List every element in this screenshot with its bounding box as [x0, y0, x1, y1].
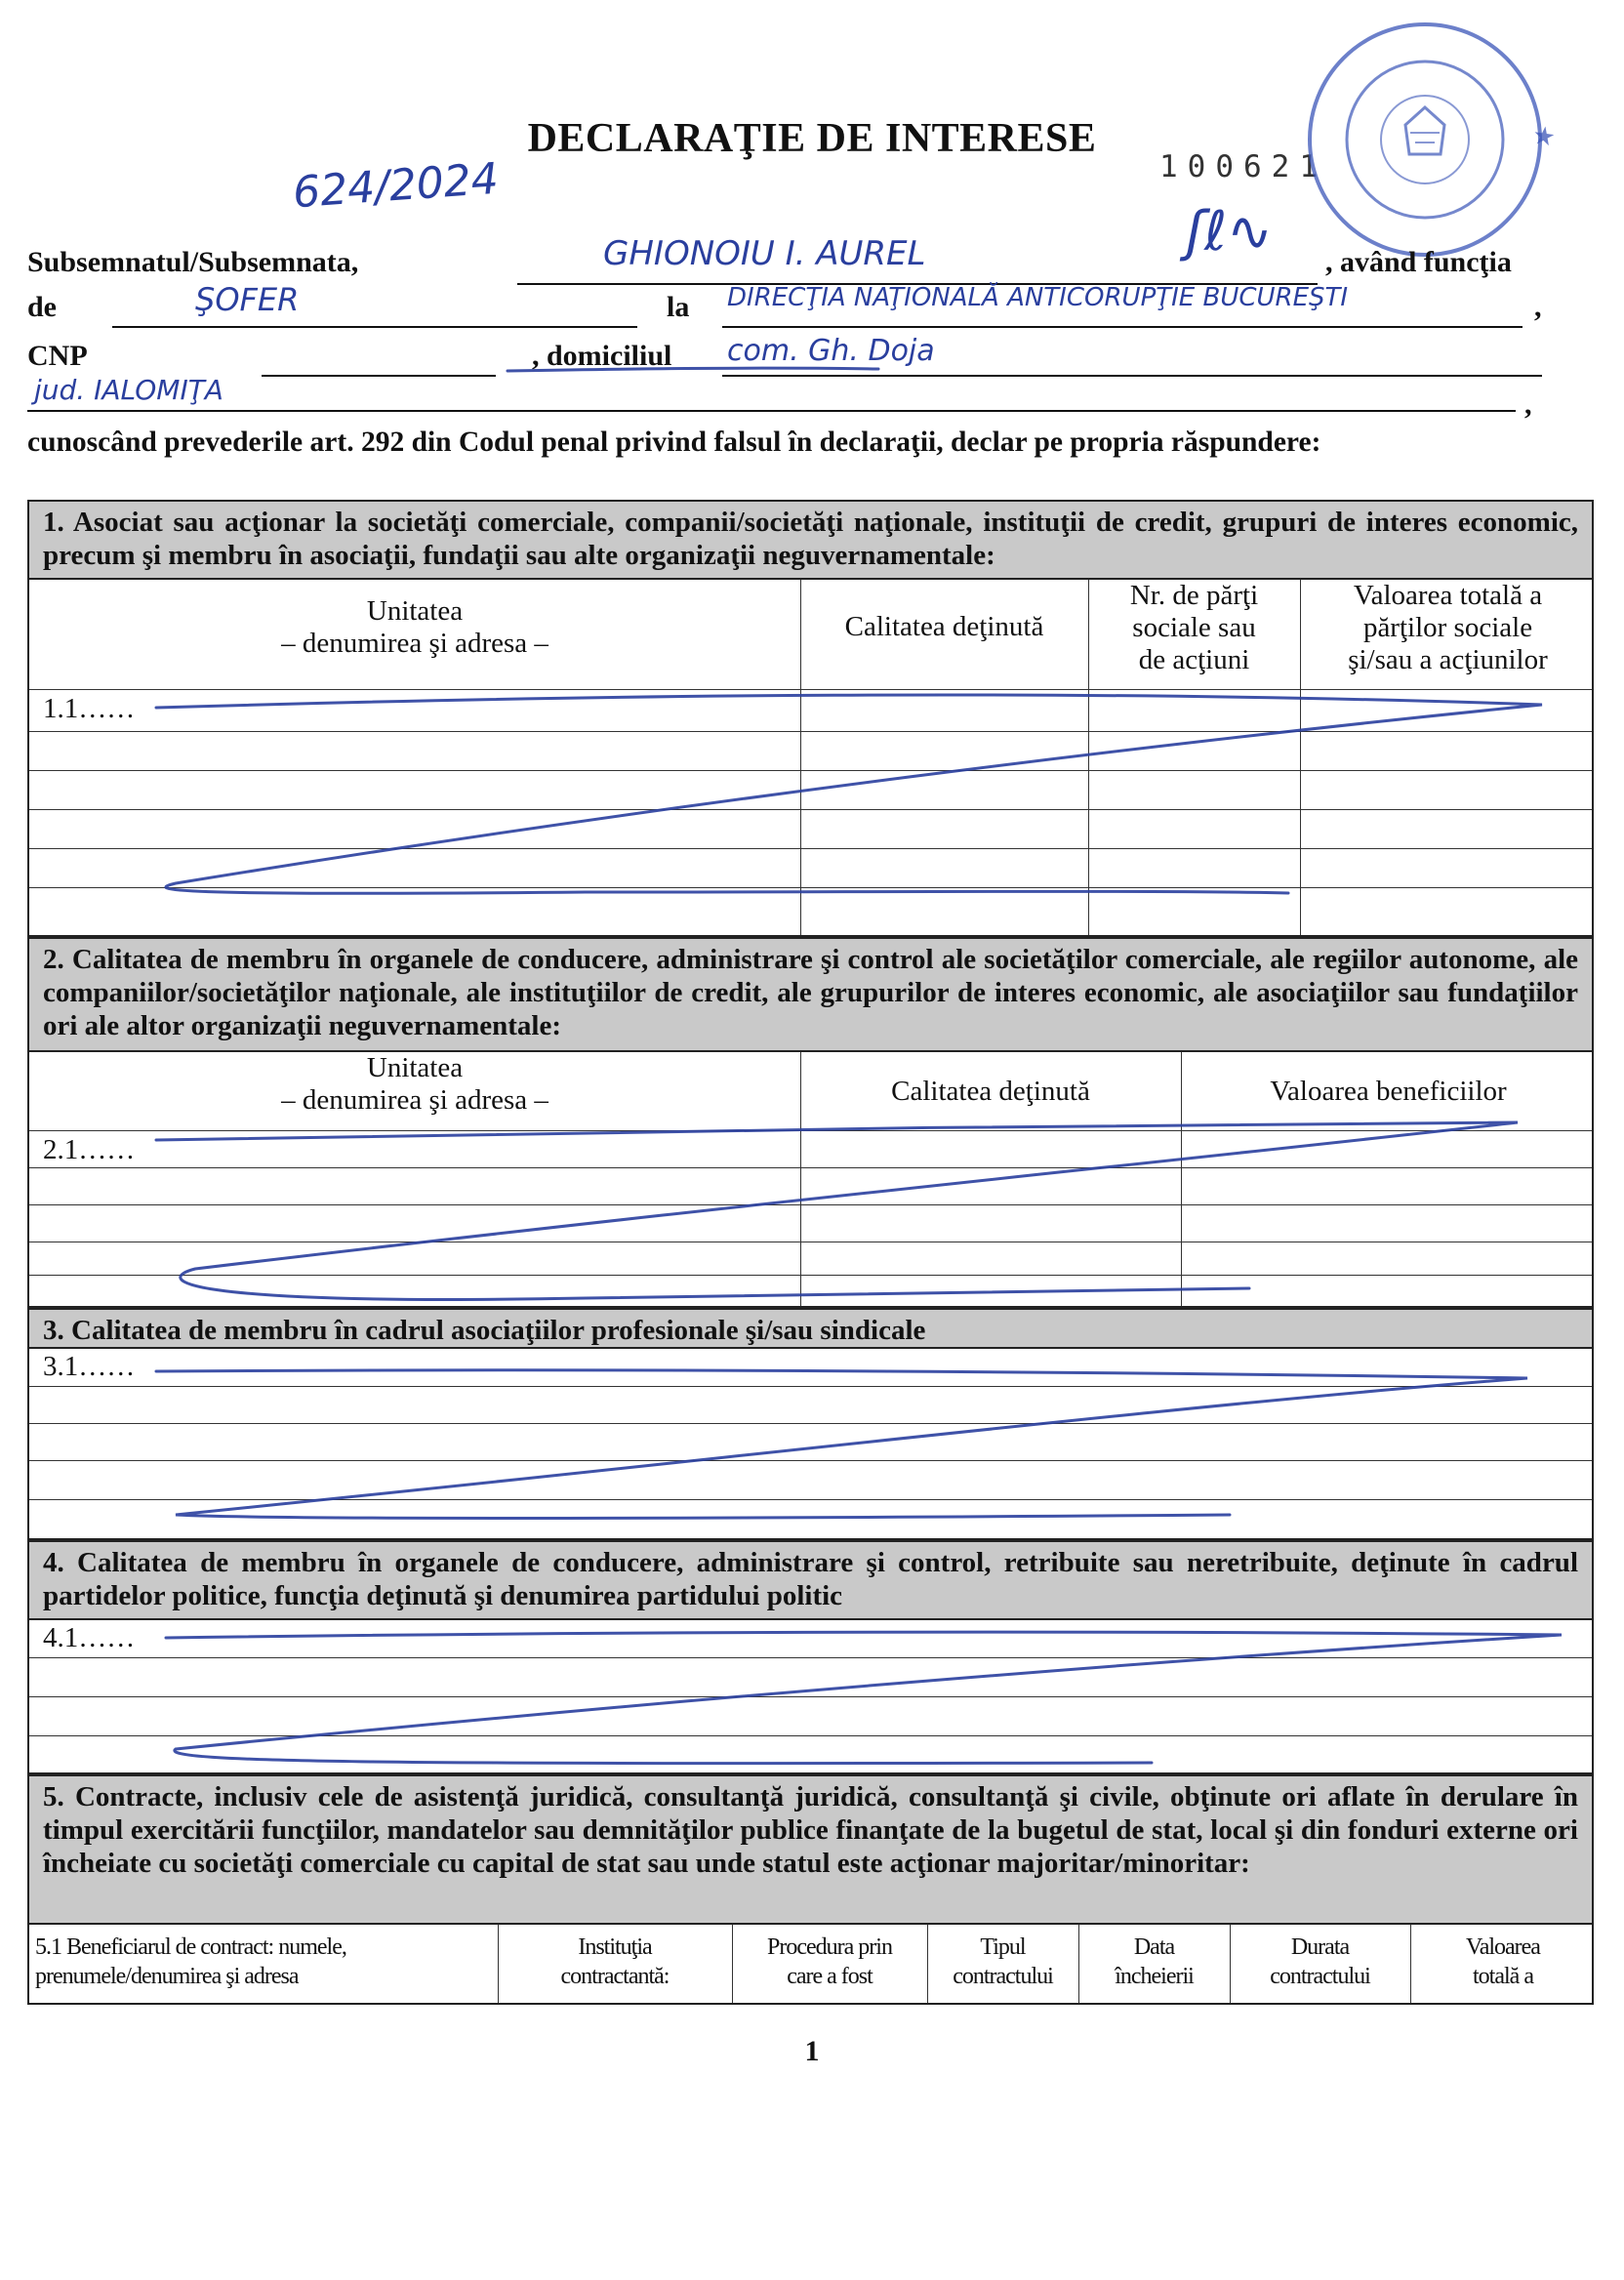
s1-col-unitatea: Unitatea – denumirea şi adresa – [281, 595, 548, 659]
section-5-heading: 5. Contracte, inclusiv cele de asistenţă juridică, consultanţă juridică, consultanţă şi civile, obţinute ori aflate în derulare în timpul exercitării funcţiilor, mandatelor sau demnităţilor publice finanţate de la bugetul de stat, local şi din fonduri externe ori încheiate cu societăţi comerciale cu capital de stat sau unde statul este acţionar majoritar/minoritar: [29, 1776, 1592, 1925]
county-value: jud. IALOMIŢA [34, 374, 223, 406]
s2-row-1-label: 2.1…… [43, 1134, 136, 1165]
section-2-grid [29, 1052, 1592, 1306]
section-1-table [27, 500, 1594, 937]
address-underline [27, 410, 1516, 412]
function-value: ŞOFER [195, 281, 300, 318]
de-underline [112, 326, 637, 328]
s2-col-unitatea: Unitatea – denumirea şi adresa – [281, 1052, 548, 1116]
s2-col-calitatea: Calitatea deţinută [891, 1076, 1090, 1107]
s4-row-1-label: 4.1…… [43, 1622, 136, 1653]
legal-statement: cunoscând prevederile art. 292 din Codul penal privind falsul în declaraţii, declar pe propria răspundere: [27, 427, 1321, 458]
document-title: DECLARAŢIE DE INTERESE [527, 116, 1097, 161]
la-label: la [667, 291, 690, 323]
s5-col-procedura: Procedura prin care a fost [767, 1934, 892, 1989]
subsemnatul-label: Subsemnatul/Subsemnata, [27, 246, 359, 278]
name-value: GHIONOIU I. AUREL [603, 234, 926, 273]
s1-col-nr-parti: Nr. de părţi sociale sau de acţiuni [1129, 580, 1259, 675]
cnp-underline [262, 375, 496, 377]
section-5-table [27, 1774, 1594, 2005]
page-number: 1 [804, 2035, 820, 2067]
domiciliu-value: com. Gh. Doja [727, 334, 935, 368]
section-4-grid [29, 1620, 1592, 1772]
handwritten-register-number: 624/2024 [291, 153, 501, 219]
avand-functia-label: , având funcţia [1325, 246, 1512, 278]
s5-col-data: Data încheierii [1115, 1934, 1194, 1989]
section-2-heading: 2. Calitatea de membru în organele de conducere, administrare şi control ale societăţilor comerciale, ale regiilor autonome, ale companiilor/societăţilor naţionale, ale instituţiilor de credit, ale grupurilor de interes economic, ale asociaţiilor sau fundaţiilor ori ale altor organizaţii neguvernamentale: [29, 939, 1592, 1052]
section-1-heading: 1. Asociat sau acţionar la societăţi comerciale, companii/societăţi naţionale, instituţii de credit, grupuri de interes economic, precum şi membru în asociaţii, fundaţii sau alte organizaţii neguvernamentale: [29, 502, 1592, 580]
de-label: de [27, 291, 57, 323]
la-underline [722, 326, 1522, 328]
comma-1: , [1534, 291, 1542, 323]
s5-col-valoarea: Valoarea totală a [1466, 1934, 1540, 1989]
s5-col-beneficiar: 5.1 Beneficiarul de contract: numele, prenumele/denumirea şi adresa [35, 1934, 346, 1989]
s5-col-tipul: Tipul contractului [953, 1934, 1053, 1989]
domiciliu-underline [722, 375, 1542, 377]
section-3-table [27, 1308, 1594, 1540]
signature-icon: ʃℓ∿ [1186, 200, 1273, 264]
stamp-star-icon: ★ [1526, 122, 1561, 151]
section-3-grid [29, 1349, 1592, 1538]
registration-number: 100621 [1159, 149, 1327, 184]
s5-col-durata: Durata contractului [1270, 1934, 1370, 1989]
s3-row-1-label: 3.1…… [43, 1351, 136, 1382]
section-3-heading: 3. Calitatea de membru în cadrul asociaţiilor profesionale şi/sau sindicale [29, 1310, 1592, 1349]
comma-2: , [1524, 388, 1532, 421]
s1-col-valoarea: Valoarea totală a părţilor sociale şi/sau a acţiunilor [1348, 580, 1548, 675]
cnp-label: CNP [27, 340, 88, 372]
section-1-grid [29, 580, 1592, 935]
section-2-table [27, 937, 1594, 1308]
section-4-table [27, 1540, 1594, 1774]
domiciliul-label: , domiciliul [532, 340, 672, 372]
s1-col-calitatea: Calitatea deţinută [844, 611, 1044, 642]
section-4-heading: 4. Calitatea de membru în organele de conducere, administrare şi control, retribuite sau neretribuite, deţinute în cadrul partidelor politice, funcţia deţinută şi denumirea partidului politic [29, 1542, 1592, 1620]
section-5-grid [29, 1925, 1592, 2003]
institution-value: DIRECŢIA NAŢIONALĂ ANTICORUPŢIE BUCUREŞTI [727, 283, 1349, 312]
s5-col-institutia: Instituţia contractantă: [560, 1934, 670, 1989]
s1-row-1-label: 1.1…… [43, 693, 136, 724]
s2-col-valoarea: Valoarea beneficiilor [1270, 1076, 1507, 1107]
